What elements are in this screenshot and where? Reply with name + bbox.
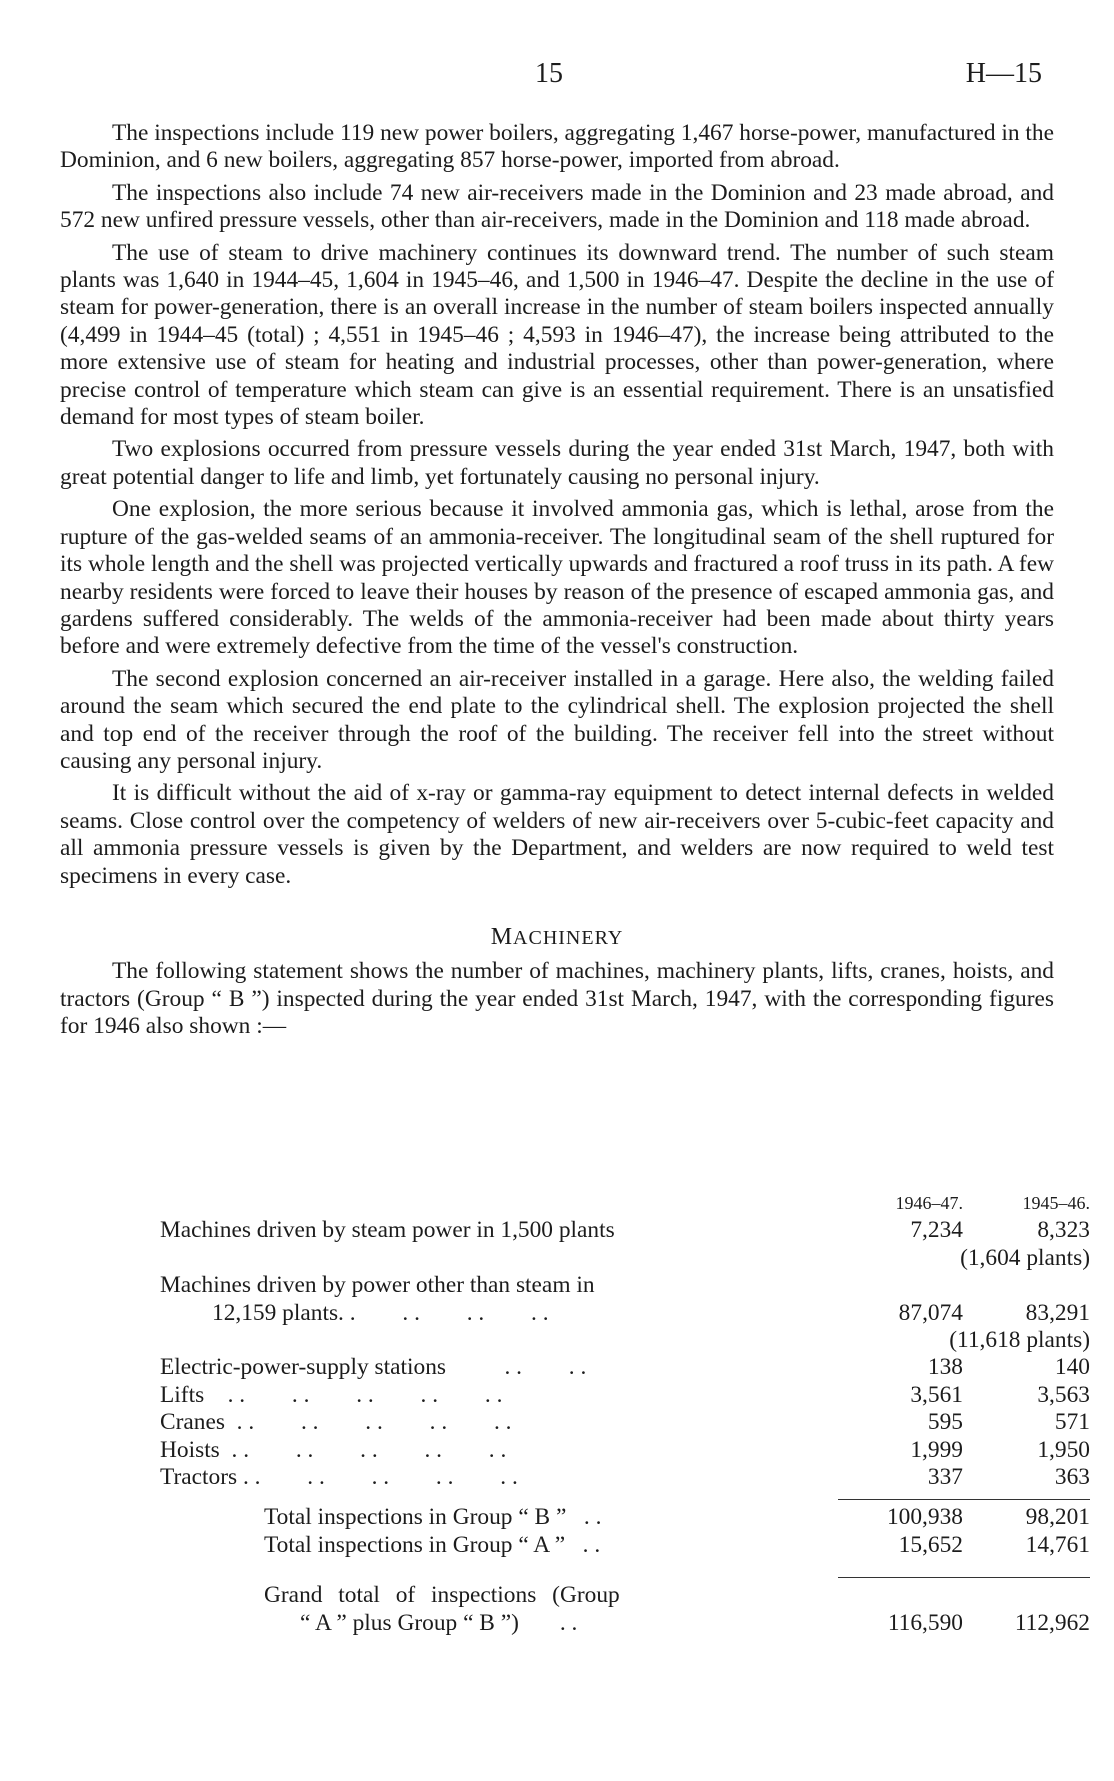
grand-total-label-continued: “ A ” plus Group “ B ”)	[300, 1609, 519, 1636]
paragraph-air-receivers: The inspections also include 74 new air-receivers made in the Dominion and 23 made abroad, and 572 new unfired pressure vessels, other than air-receivers, made in the Dominion and 118 made abroad.	[60, 179, 1054, 234]
paragraph-explosions: Two explosions occurred from pressure vessels during the year ended 31st March, 1947, both with great potential danger to life and limb, yet fortunately causing no personal injury.	[60, 436, 1054, 490]
total-1945-46: 98,201	[1025, 1504, 1090, 1531]
table-row	[160, 1217, 1090, 1244]
paragraph-air-receiver-explosion: The second explosion concerned an air-receiver installed in a garage. Here also, the welding failed around the seam which secured the end plate to the cylindrical shell. The explosion projected the shell and top end of the receiver through the roof of the building. The receiver fell into the street without causing any personal injury.	[60, 665, 1054, 774]
machinery-table	[160, 1190, 1090, 1637]
plants-note: (11,618 plants)	[949, 1327, 1090, 1354]
value-1946-47: 1,999	[910, 1436, 963, 1463]
paragraph-machinery-intro: The following statement shows the number of machines, machinery plants, lifts, cranes, hoists, and tractors (Group “ B ”) inspected during the year ended 31st March, 1947, with the corresponding figures for 1946 also shown :—	[60, 958, 1054, 1040]
grand-total-row	[160, 1582, 1090, 1609]
value-1945-46: 3,563	[1037, 1381, 1090, 1408]
table-row: Lifts . . . . . . . . . . 3,561 3,563	[160, 1381, 1090, 1408]
total-row-group-a: Total inspections in Group “ A ” . . 15,652 14,761	[264, 1531, 1090, 1558]
row-label: Electric-power-supply stations	[160, 1354, 446, 1381]
table-note-row	[160, 1327, 1090, 1354]
rule-divider	[838, 1499, 963, 1500]
row-label-continued: 12,159 plants	[212, 1299, 339, 1326]
total-row-group-b: Total inspections in Group “ B ” . . 100,938 98,201	[264, 1504, 1090, 1531]
value-1945-46: 363	[1054, 1464, 1090, 1491]
total-1945-46: 14,761	[1025, 1531, 1090, 1558]
paragraph-welding-control: It is difficult without the aid of x-ray or gamma-ray equipment to detect internal defects in welded seams. Close control over the competency of welders of new air-receivers over 5-cubic-feet capacity and all ammonia pressure vessels is given by the Department, and welders are now required to weld test specimens in every case.	[60, 780, 1054, 889]
value-1946-47: 3,561	[910, 1381, 963, 1408]
total-label: Total inspections in Group “ B ”	[264, 1504, 567, 1531]
rule-row	[160, 1491, 1090, 1504]
value-1946-47: 337	[927, 1464, 963, 1491]
value-1945-46: 83,291	[1025, 1299, 1090, 1326]
table-row	[160, 1272, 1090, 1299]
section-heading-machinery	[60, 924, 1054, 952]
table-row: Electric-power-supply stations . . . . 138 140	[160, 1354, 1090, 1381]
rule-divider	[963, 1577, 1090, 1578]
column-header-1945-46: 1945–46.	[1022, 1193, 1090, 1213]
rule-divider	[963, 1499, 1090, 1500]
table-row: Hoists . . . . . . . . . . 1,999 1,950	[160, 1436, 1090, 1463]
value-1946-47: 7,234	[910, 1217, 963, 1244]
total-1946-47: 100,938	[886, 1504, 963, 1531]
grand-total-1945-46: 112,962	[1014, 1609, 1090, 1636]
rule-row	[160, 1559, 1090, 1582]
paragraph-new-boilers: The inspections include 119 new power boilers, aggregating 1,467 horse-power, manufactured in the Dominion, and 6 new boilers, aggregating 857 horse-power, imported from abroad.	[60, 120, 1054, 174]
plants-note: (1,604 plants)	[960, 1244, 1090, 1271]
grand-total-label: Grand total of inspections (Group	[264, 1582, 620, 1609]
table-row-continued: 12,159 plants. . . . . . . . 87,074 83,291	[212, 1299, 1090, 1326]
page-number: 15	[535, 58, 563, 89]
heading-rest: ACHINERY	[513, 926, 624, 949]
paragraph-ammonia-explosion: One explosion, the more serious because it involved ammonia gas, which is lethal, arose from the rupture of the gas-welded seams of an ammonia-receiver. The longitudinal seam of the shell ruptured for its whole length and the shell was projected vertically upwards and fractured a roof truss in its path. A few nearby residents were forced to leave their houses by reason of the presence of escaped ammonia gas, and gardens suffered considerably. The welds of the ammonia-receiver had been made about thirty years before and were extremely defective from the time of the vessel's construction.	[60, 496, 1054, 660]
row-label: Hoists	[160, 1436, 220, 1463]
value-1945-46: 1,950	[1037, 1436, 1090, 1463]
grand-total-row-continued: “ A ” plus Group “ B ”) . . 116,590 112,962	[300, 1609, 1090, 1636]
table-header-row	[160, 1190, 1090, 1217]
total-label: Total inspections in Group “ A ”	[264, 1531, 566, 1558]
row-label: Machines driven by power other than steam in	[160, 1272, 595, 1299]
rule-divider	[838, 1577, 963, 1578]
value-1946-47: 87,074	[898, 1299, 963, 1326]
heading-initial: M	[490, 923, 514, 950]
row-label: Cranes	[160, 1409, 225, 1436]
value-1945-46: 571	[1054, 1409, 1090, 1436]
paragraph-steam-use: The use of steam to drive machinery continues its downward trend. The number of such steam plants was 1,640 in 1944–45, 1,604 in 1945–46, and 1,500 in 1946–47. Despite the decline in the use of steam for power-generation, there is an overall increase in the number of steam boilers inspected annually (4,499 in 1944–45 (total) ; 4,551 in 1945–46 ; 4,593 in 1946–47), the increase being attributed to the more extensive use of steam for heating and industrial processes, other than power-generation, where precise control of temperature which steam can give is an essential requirement. There is an unsatisfied demand for most types of steam boiler.	[60, 239, 1054, 431]
grand-total-1946-47: 116,590	[887, 1609, 963, 1636]
table-note-row	[160, 1245, 1090, 1272]
table-row: Tractors . . . . . . . . . . 337 363	[160, 1464, 1090, 1491]
table-row: Cranes . . . . . . . . . . 595 571	[160, 1409, 1090, 1436]
value-1945-46: 140	[1054, 1354, 1090, 1381]
value-1946-47: 138	[927, 1354, 963, 1381]
row-label: Lifts	[160, 1381, 205, 1408]
row-label: Machines driven by steam power in 1,500 plants	[160, 1217, 615, 1244]
value-1946-47: 595	[927, 1409, 963, 1436]
body-text	[60, 120, 1054, 1046]
page-code: H—15	[965, 58, 1042, 89]
value-1945-46: 8,323	[1037, 1217, 1090, 1244]
column-header-1946-47: 1946–47.	[895, 1193, 963, 1213]
row-label: Tractors	[160, 1464, 238, 1491]
total-1946-47: 15,652	[898, 1531, 963, 1558]
